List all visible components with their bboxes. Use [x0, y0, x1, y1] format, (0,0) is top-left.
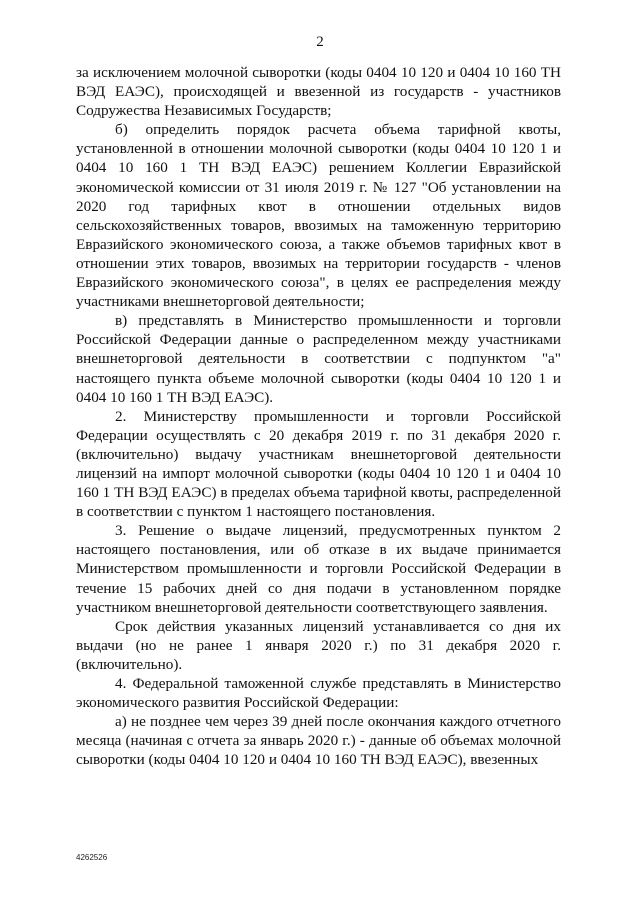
- paragraph-subitem-v: в) представлять в Министерство промышленности и торговли Российской Федерации данные о распределенном между участниками внешнеторговой деятельности в соответствии с подпунктом "а" настоящего пункта объеме молочной сыворотки (коды 0404 10 120 1 и 0404 10 160 1 ТН ВЭД ЕАЭС).: [76, 312, 561, 406]
- document-body: [76, 63, 561, 769]
- document-id: 4262526: [76, 853, 108, 862]
- paragraph-item-4: 4. Федеральной таможенной службе представлять в Министерство экономического развития Российской Федерации:: [76, 675, 561, 712]
- paragraph-subitem-a: а) не позднее чем через 39 дней после окончания каждого отчетного месяца (начиная с отчета за январь 2020 г.) - данные об объемах молочной сыворотки (коды 0404 10 120 и 0404 10 160 ТН ВЭД ЕАЭС), ввезенных: [76, 713, 561, 769]
- paragraph-item-3: 3. Решение о выдаче лицензий, предусмотренных пунктом 2 настоящего постановления, или об отказе в их выдаче принимается Министерством промышленности и торговли Российской Федерации в течение 15 рабочих дней со дня подачи в установленном порядке участником внешнеторговой деятельности соответствующего заявления.: [76, 522, 561, 616]
- page-number: 2: [316, 34, 324, 50]
- paragraph-license-validity: Срок действия указанных лицензий устанавливается со дня их выдачи (но не ранее 1 января 2020 г.) по 31 декабря 2020 г. (включительно).: [76, 617, 561, 673]
- paragraph-continuation: за исключением молочной сыворотки (коды 0404 10 120 и 0404 10 160 ТН ВЭД ЕАЭС), происходящей и ввезенной из государств - участников Содружества Независимых Государств;: [76, 64, 561, 120]
- paragraph-item-2: 2. Министерству промышленности и торговли Российской Федерации осуществлять с 20 декабря 2019 г. по 31 декабря 2020 г. (включительно) выдачу участникам внешнеторговой деятельности лицензий на импорт молочной сыворотки (коды 0404 10 120 1 и 0404 10 160 1 ТН ВЭД ЕАЭС) в пределах объема тарифной квоты, распределенной в соответствии с пунктом 1 настоящего постановления.: [76, 407, 561, 521]
- paragraph-subitem-b: б) определить порядок расчета объема тарифной квоты, установленной в отношении молочной сыворотки (коды 0404 10 120 1 и 0404 10 160 1 ТН ВЭД ЕАЭС) решением Коллегии Евразийской экономической комиссии от 31 июля 2019 г. № 127 "Об установлении на 2020 год тарифных квот в отношении отдельных видов сельскохозяйственных товаров, ввозимых на таможенную территорию Евразийского экономического союза, а также объемов тарифных квот в отношении этих товаров, ввозимых на территории государств - членов Евразийского экономического союза", в целях ее распределения между участниками внешнеторговой деятельности;: [76, 121, 561, 311]
